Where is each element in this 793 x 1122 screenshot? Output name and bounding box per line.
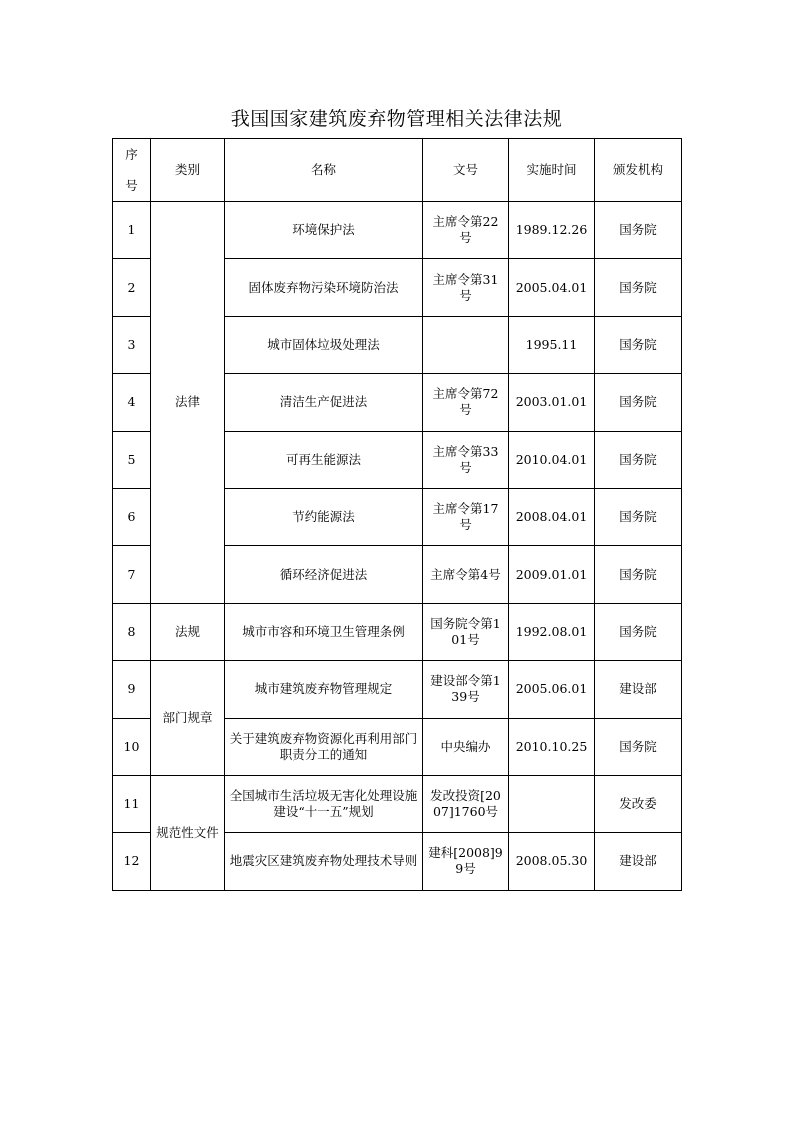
law-name: 关于建筑废弃物资源化再利用部门职责分工的通知: [225, 718, 423, 775]
category-cell-dept-rule: 部门规章: [151, 661, 225, 776]
issuer: 国务院: [595, 259, 682, 316]
row-number: 11: [113, 775, 151, 832]
law-name: 城市市容和环境卫生管理条例: [225, 603, 423, 660]
effective-date: 2008.05.30: [509, 833, 595, 890]
doc-number: 建科[2008]99号: [423, 833, 509, 890]
header-seq: 序 号: [113, 139, 151, 202]
law-name: 地震灾区建筑废弃物处理技术导则: [225, 833, 423, 890]
table-row: [113, 775, 682, 832]
effective-date: 2005.06.01: [509, 661, 595, 718]
issuer: 国务院: [595, 202, 682, 259]
doc-number: 主席令第33号: [423, 431, 509, 488]
effective-date: 2008.04.01: [509, 488, 595, 545]
issuer: 国务院: [595, 718, 682, 775]
effective-date: 2009.01.01: [509, 546, 595, 603]
doc-number: 建设部令第139号: [423, 661, 509, 718]
issuer: 国务院: [595, 546, 682, 603]
header-category: 类别: [151, 139, 225, 202]
doc-number: 主席令第31号: [423, 259, 509, 316]
law-name: 可再生能源法: [225, 431, 423, 488]
issuer: 国务院: [595, 488, 682, 545]
effective-date: 2010.04.01: [509, 431, 595, 488]
row-number: 7: [113, 546, 151, 603]
table-row: [113, 202, 682, 259]
effective-date: 1995.11: [509, 316, 595, 373]
effective-date: 2010.10.25: [509, 718, 595, 775]
table-row: [113, 603, 682, 660]
header-name: 名称: [225, 139, 423, 202]
law-name: 循环经济促进法: [225, 546, 423, 603]
issuer: 建设部: [595, 661, 682, 718]
issuer: 发改委: [595, 775, 682, 832]
table-row: [113, 661, 682, 718]
law-name: 环境保护法: [225, 202, 423, 259]
issuer: 国务院: [595, 316, 682, 373]
row-number: 10: [113, 718, 151, 775]
issuer: 国务院: [595, 374, 682, 431]
law-name: 清洁生产促进法: [225, 374, 423, 431]
doc-number: 发改投资[2007]1760号: [423, 775, 509, 832]
effective-date: [509, 775, 595, 832]
doc-number: 国务院令第101号: [423, 603, 509, 660]
row-number: 4: [113, 374, 151, 431]
header-doc-no: 文号: [423, 139, 509, 202]
law-name: 城市固体垃圾处理法: [225, 316, 423, 373]
effective-date: 1992.08.01: [509, 603, 595, 660]
doc-number: [423, 316, 509, 373]
header-issuer: 颁发机构: [595, 139, 682, 202]
doc-number: 主席令第72号: [423, 374, 509, 431]
doc-number: 中央编办: [423, 718, 509, 775]
header-effective-date: 实施时间: [509, 139, 595, 202]
law-name: 全国城市生活垃圾无害化处理设施建设“十一五”规划: [225, 775, 423, 832]
issuer: 国务院: [595, 431, 682, 488]
row-number: 12: [113, 833, 151, 890]
effective-date: 2005.04.01: [509, 259, 595, 316]
law-name: 固体废弃物污染环境防治法: [225, 259, 423, 316]
law-name: 城市建筑废弃物管理规定: [225, 661, 423, 718]
category-cell-regulation: 法规: [151, 603, 225, 660]
table-header-row: [113, 139, 682, 202]
doc-number: 主席令第17号: [423, 488, 509, 545]
page-title: 我国国家建筑废弃物管理相关法律法规: [230, 108, 563, 130]
laws-table: [112, 138, 682, 891]
row-number: 2: [113, 259, 151, 316]
row-number: 3: [113, 316, 151, 373]
category-cell-law: 法律: [151, 202, 225, 604]
doc-number: 主席令第4号: [423, 546, 509, 603]
issuer: 建设部: [595, 833, 682, 890]
effective-date: 2003.01.01: [509, 374, 595, 431]
category-cell-normative: 规范性文件: [151, 775, 225, 890]
row-number: 5: [113, 431, 151, 488]
doc-number: 主席令第22号: [423, 202, 509, 259]
row-number: 8: [113, 603, 151, 660]
law-name: 节约能源法: [225, 488, 423, 545]
row-number: 6: [113, 488, 151, 545]
issuer: 国务院: [595, 603, 682, 660]
effective-date: 1989.12.26: [509, 202, 595, 259]
row-number: 9: [113, 661, 151, 718]
row-number: 1: [113, 202, 151, 259]
